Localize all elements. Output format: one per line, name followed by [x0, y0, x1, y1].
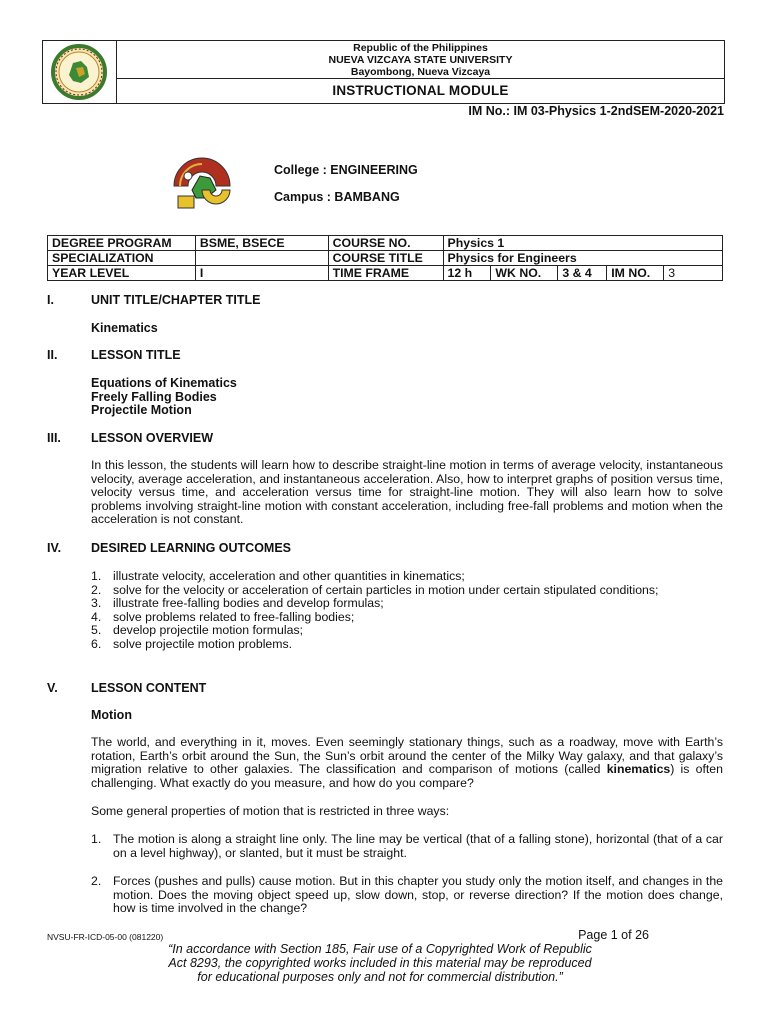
section-5-title: LESSON CONTENT — [91, 681, 207, 695]
property-text: The motion is along a straight line only. The line may be vertical (that of a falling stone), horizontal (that of a car on a level highway), or slanted, but it must be straight. — [113, 832, 723, 860]
time-frame-value: 12 h — [443, 266, 491, 281]
outcome-number: 5. — [91, 623, 102, 638]
notice-line-3: for educational purposes only and not for commercial distribution.” — [197, 970, 563, 984]
list-item — [91, 597, 731, 611]
university-info — [117, 41, 724, 79]
learning-outcomes-list — [91, 570, 731, 652]
college-logo — [166, 146, 238, 214]
campus-line: Campus : BAMBANG — [274, 190, 400, 204]
list-item — [91, 875, 723, 916]
section-2-title: LESSON TITLE — [91, 348, 181, 362]
list-item — [91, 833, 723, 860]
outcome-number: 1. — [91, 569, 102, 583]
engineering-logo-icon — [166, 146, 238, 214]
lesson-title-1: Equations of Kinematics — [91, 376, 237, 390]
degree-value: BSME, BSECE — [195, 236, 328, 251]
list-item — [91, 611, 731, 625]
university-logo-cell — [43, 41, 117, 103]
table-row — [48, 266, 723, 281]
motion-text-b: ) is often challenging. What exactly do you measure, and how do you compare? — [91, 762, 723, 790]
list-item — [91, 638, 731, 652]
property-number: 2. — [91, 874, 102, 888]
republic-line: Republic of the Philippines — [353, 42, 488, 54]
outcome-number: 4. — [91, 609, 102, 624]
motion-heading: Motion — [91, 708, 132, 722]
motion-properties-intro: Some general properties of motion that is restricted in three ways: — [91, 804, 450, 818]
outcome-text: solve for the velocity or acceleration of certain particles in motion under certain stipulated conditions; — [113, 582, 659, 597]
course-title-label: COURSE TITLE — [328, 251, 443, 266]
university-seal-icon — [43, 41, 115, 103]
university-location: Bayombong, Nueva Vizcaya — [350, 66, 491, 78]
chapter-title: Kinematics — [91, 321, 158, 335]
property-number: 1. — [91, 832, 102, 846]
college-line: College : ENGINEERING — [274, 163, 418, 177]
motion-paragraph — [91, 736, 723, 790]
outcome-number: 2. — [91, 582, 102, 597]
section-3-title: LESSON OVERVIEW — [91, 431, 214, 445]
page-number: Page 1 of 26 — [578, 928, 649, 942]
outcome-number: 6. — [91, 636, 102, 651]
list-item — [91, 570, 731, 584]
table-row — [48, 236, 723, 251]
notice-line-1: “In accordance with Section 185, Fair use of a Copyrighted Work of Republic — [168, 942, 592, 956]
outcome-text: illustrate free-falling bodies and develop formulas; — [113, 596, 384, 611]
week-no-label: WK NO. — [491, 266, 558, 281]
module-title: INSTRUCTIONAL MODULE — [332, 83, 509, 98]
im-no-label: IM NO. — [607, 266, 664, 281]
copyright-notice — [120, 942, 640, 984]
year-level-label: YEAR LEVEL — [48, 266, 196, 281]
section-1-number: I. — [47, 293, 54, 307]
time-frame-label: TIME FRAME — [328, 266, 443, 281]
section-5-number: V. — [47, 681, 58, 695]
table-row — [48, 251, 723, 266]
section-3-number: III. — [47, 431, 61, 445]
section-1-title: UNIT TITLE/CHAPTER TITLE — [91, 293, 261, 307]
university-name: NUEVA VIZCAYA STATE UNIVERSITY — [328, 54, 513, 66]
outcome-text: solve projectile motion problems. — [113, 636, 293, 651]
outcome-text: solve problems related to free-falling bodies; — [113, 609, 355, 624]
document-header — [42, 40, 725, 104]
lesson-title-2: Freely Falling Bodies — [91, 390, 217, 404]
specialization-label: SPECIALIZATION — [48, 251, 196, 266]
course-title-value: Physics for Engineers — [443, 251, 722, 266]
form-code: NVSU-FR-ICD-05-00 (081220) — [47, 932, 164, 942]
section-2-number: II. — [47, 348, 58, 362]
property-text: Forces (pushes and pulls) cause motion. But in this chapter you study only the motion itself, and changes in the motion. Does the moving object speed up, slow down, stop, or reverse direction? If the motion does change, how is time involved in the change? — [113, 874, 723, 915]
list-item — [91, 584, 731, 598]
notice-line-2: Act 8293, the copyrighted works included in this material may be reproduced — [168, 956, 592, 970]
outcome-text: develop projectile motion formulas; — [113, 623, 304, 638]
specialization-value — [195, 251, 328, 266]
outcome-text: illustrate velocity, acceleration and other quantities in kinematics; — [113, 569, 465, 583]
week-no-value: 3 & 4 — [558, 266, 607, 281]
list-item — [91, 624, 731, 638]
course-info-table — [47, 235, 723, 281]
outcome-number: 3. — [91, 596, 102, 611]
kinematics-term: kinematics — [606, 762, 671, 776]
section-4-number: IV. — [47, 541, 62, 555]
motion-text-a: The world, and everything in it, moves. Even seemingly stationary things, such as a roadway, move with Earth’s rotation, Earth’s orbit around the Sun, the Sun’s orbit around the center of the Milky Way galaxy, and that galaxy’s migration relative to other galaxies. The classification and comparison of motions (called — [91, 735, 723, 776]
section-4-title: DESIRED LEARNING OUTCOMES — [91, 541, 292, 555]
course-no-value: Physics 1 — [443, 236, 722, 251]
im-number: IM No.: IM 03-Physics 1-2ndSEM-2020-2021 — [468, 104, 724, 118]
lesson-title-3: Projectile Motion — [91, 403, 192, 417]
lesson-overview-text: In this lesson, the students will learn how to describe straight-line motion in terms of average velocity, instantaneous velocity, average acceleration, and instantaneous acceleration. Also, how to interpret graphs of position versus time, velocity versus time, and acceleration versus time for straight-line motion. They will also learn how to solve problems involving straight-line motion with constant acceleration, including free-fall problems and motion when the acceleration is not constant. — [91, 458, 723, 526]
course-no-label: COURSE NO. — [328, 236, 443, 251]
im-no-value: 3 — [664, 266, 723, 281]
degree-label: DEGREE PROGRAM — [48, 236, 196, 251]
year-level-value: I — [195, 266, 328, 281]
